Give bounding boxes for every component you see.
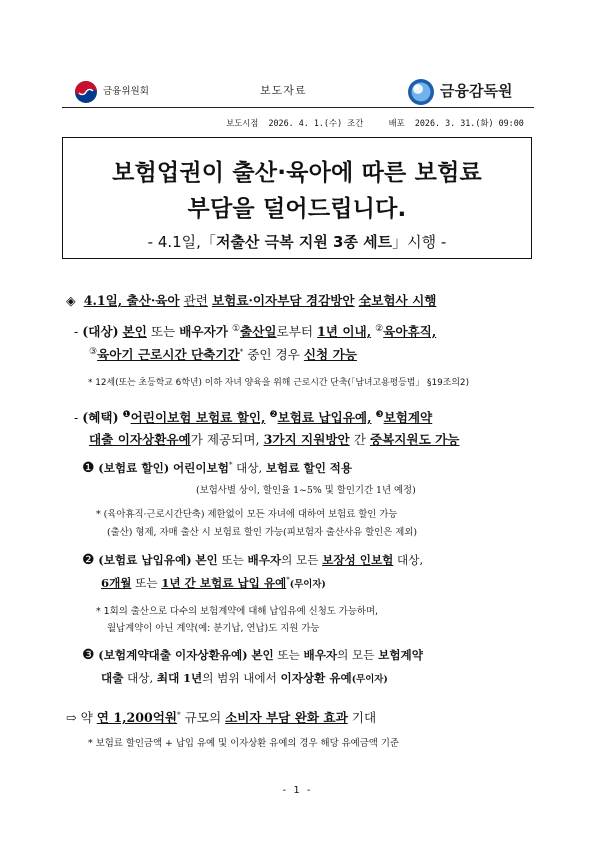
release-label: 보도시점 <box>226 118 259 128</box>
item-3-target: 대상, <box>127 671 154 685</box>
effect-line <box>66 707 376 726</box>
item-3-max: 최대 <box>156 671 180 685</box>
item-3-line-2 <box>101 670 388 686</box>
fsc-logo-icon <box>74 80 98 104</box>
dash: - <box>74 410 79 425</box>
item-2-one-year: 1년 간 보험료 납입 유예 <box>161 576 287 590</box>
target-birth: 출산일 <box>240 324 277 339</box>
item-3-or: 또는 <box>277 648 300 662</box>
item-3-contract: 보험계약 <box>378 648 423 662</box>
number-1-icon: ❶ <box>82 460 95 476</box>
footnote-star: * <box>286 576 290 585</box>
item-1-child-ins: 어린이보험 <box>172 461 229 475</box>
target-label: (대상) <box>82 324 119 339</box>
target-apply: 신청 가능 <box>303 347 357 362</box>
item-3-label: (보험계약대출 이자상환유예) <box>98 648 248 662</box>
main-connector: 관련 <box>183 293 208 308</box>
footnote-star: * <box>177 710 181 719</box>
target-from: 로부터 <box>276 324 314 339</box>
release-value: 2026. 4. 1.(수) 조간 <box>268 118 364 128</box>
item-1-note-1: * (육아휴직·근로시간단축) 제한없이 모든 자녀에 대하여 보험료 할인 가능 <box>96 509 398 520</box>
subtitle <box>62 231 532 252</box>
circle-1-icon: ① <box>231 324 241 334</box>
dash: - <box>74 324 79 339</box>
release-info <box>226 117 524 129</box>
item-1-discount: 보험료 할인 <box>265 461 326 475</box>
black-circle-2-icon: ❷ <box>269 410 278 420</box>
benefit-three: 3가지 지원방안 <box>263 432 350 447</box>
item-2-label: (보험료 납입유예) <box>98 553 192 567</box>
diamond-bullet-icon: ◈ <box>66 293 76 308</box>
item-2-or2: 또는 <box>135 576 158 590</box>
target-person: 본인 <box>122 324 147 339</box>
benefit-3: 보험계약 <box>383 410 433 425</box>
item-3-line-1 <box>82 647 423 663</box>
item-3-loan: 대출 <box>101 671 124 685</box>
page-number: - 1 - <box>282 785 313 796</box>
distribution-value: 2026. 3. 31.(화) 09:00 <box>414 118 524 128</box>
effect-effect: 소비자 부담 완화 효과 <box>225 710 348 725</box>
target-or: 또는 <box>150 324 176 339</box>
fss-logo-icon <box>407 78 435 106</box>
fsc-name: 금융위원회 <box>103 86 149 97</box>
main-bullet <box>66 290 436 309</box>
distribution-label: 배포 <box>388 118 405 128</box>
title-line-1: 보험업권이 출산·육아에 따른 보험료 <box>112 160 482 186</box>
benefit-line-2 <box>89 429 459 448</box>
item-3-spouse: 배우자 <box>303 648 338 662</box>
benefit-1: 어린이보험 보험료 할인, <box>130 410 266 425</box>
item-2-free: (무이자) <box>289 579 326 590</box>
header-divider <box>62 107 534 108</box>
item-2-line-2 <box>101 575 326 591</box>
effect-scale: 규모의 <box>184 710 222 725</box>
black-circle-1-icon: ❶ <box>122 410 131 420</box>
item-2-target: 대상, <box>397 553 424 567</box>
benefit-2: 보험료 납입유예, <box>277 410 372 425</box>
benefit-between: 간 <box>353 432 366 447</box>
benefit-line-1 <box>74 407 432 426</box>
footnote-star: * <box>228 461 233 470</box>
target-line-1 <box>74 321 436 340</box>
benefit-3-cont: 대출 이자상환유예 <box>89 432 191 447</box>
item-3-one-year: 1년 <box>182 671 203 685</box>
item-1-note-2: (출산) 형제, 자매 출산 시 보험료 할인 가능(피보험자 출산사유 할인은 제외) <box>107 527 418 538</box>
target-note: * 12세(또는 초등학교 6학년) 이하 자녀 양육을 위해 근로시간 단축(「남녀고용평등법」 §19조의2) <box>88 378 470 388</box>
item-3-range: 의 범위 내에서 <box>202 671 277 685</box>
circle-3-icon: ③ <box>89 347 98 357</box>
item-2-period: 6개월 <box>101 576 132 590</box>
effect-note: * 보험료 할인금액 + 납입 유예 및 이자상환 유예의 경우 해당 유예금액 기준 <box>88 738 399 749</box>
subtitle-suffix: 」시행 - <box>392 233 447 251</box>
subtitle-highlight: 저출산 극복 지원 3종 세트 <box>215 233 393 251</box>
item-3-of-all: 의 모든 <box>337 648 375 662</box>
effect-amount: 연 1,200억원 <box>96 710 178 725</box>
effect-about: 약 <box>80 710 93 725</box>
item-2-spouse: 배우자 <box>247 553 282 567</box>
effect-expect: 기대 <box>351 710 377 725</box>
item-2-or: 또는 <box>221 553 244 567</box>
main-measure: 보험료·이자부담 경감방안 <box>211 293 355 308</box>
item-3-free: (무이자) <box>351 674 388 685</box>
item-2-line-1 <box>82 552 423 568</box>
item-3-person: 본인 <box>251 648 274 662</box>
item-2-person: 본인 <box>195 553 218 567</box>
fss-name: 금융감독원 <box>440 82 513 100</box>
document-type: 보도자료 <box>260 84 307 97</box>
target-line-2 <box>89 344 357 363</box>
item-1-target: 대상, <box>236 461 263 475</box>
item-2-of-all: 의 모든 <box>281 553 319 567</box>
item-3-defer: 이자상환 유예 <box>280 671 352 685</box>
target-leave: 육아휴직, <box>383 324 437 339</box>
item-1-apply: 적용 <box>329 461 353 475</box>
item-2-note-2: 월납계약이 아닌 계약(예: 분기납, 연납)도 지원 가능 <box>107 623 320 634</box>
subtitle-prefix: - 4.1일,「 <box>147 233 216 251</box>
target-within-year: 1년 이내, <box>317 324 372 339</box>
main-insurers: 全보험사 시행 <box>358 293 437 308</box>
circle-2-icon: ② <box>375 324 384 334</box>
arrow-right-icon: ⇨ <box>66 710 77 725</box>
benefit-dup: 중복지원도 가능 <box>369 432 460 447</box>
main-date-topic: 4.1일, 출산·육아 <box>83 293 180 308</box>
item-1-detail: (보험사별 상이, 할인율 1~5% 및 할인기간 1년 예정) <box>196 485 416 496</box>
item-2-protect: 보장성 인보험 <box>322 553 394 567</box>
item-1-label: (보험료 할인) <box>98 461 170 475</box>
benefit-label: (혜택) <box>82 410 119 425</box>
target-during: 중인 경우 <box>247 347 300 362</box>
target-spouse: 배우자가 <box>179 324 228 339</box>
black-circle-3-icon: ❸ <box>375 410 384 420</box>
item-2-note-1: * 1회의 출산으로 다수의 보험계약에 대해 납입유예 신청도 가능하며, <box>96 606 378 617</box>
number-2-icon: ❷ <box>82 552 95 568</box>
title-line-2: 부담을 덜어드립니다. <box>187 196 407 222</box>
footnote-star: * <box>239 347 244 356</box>
target-reduce: 육아기 근로시간 단축기간 <box>97 347 240 362</box>
benefit-provided: 가 제공되며, <box>190 432 260 447</box>
number-3-icon: ❸ <box>82 647 95 663</box>
item-1-line <box>82 460 352 476</box>
